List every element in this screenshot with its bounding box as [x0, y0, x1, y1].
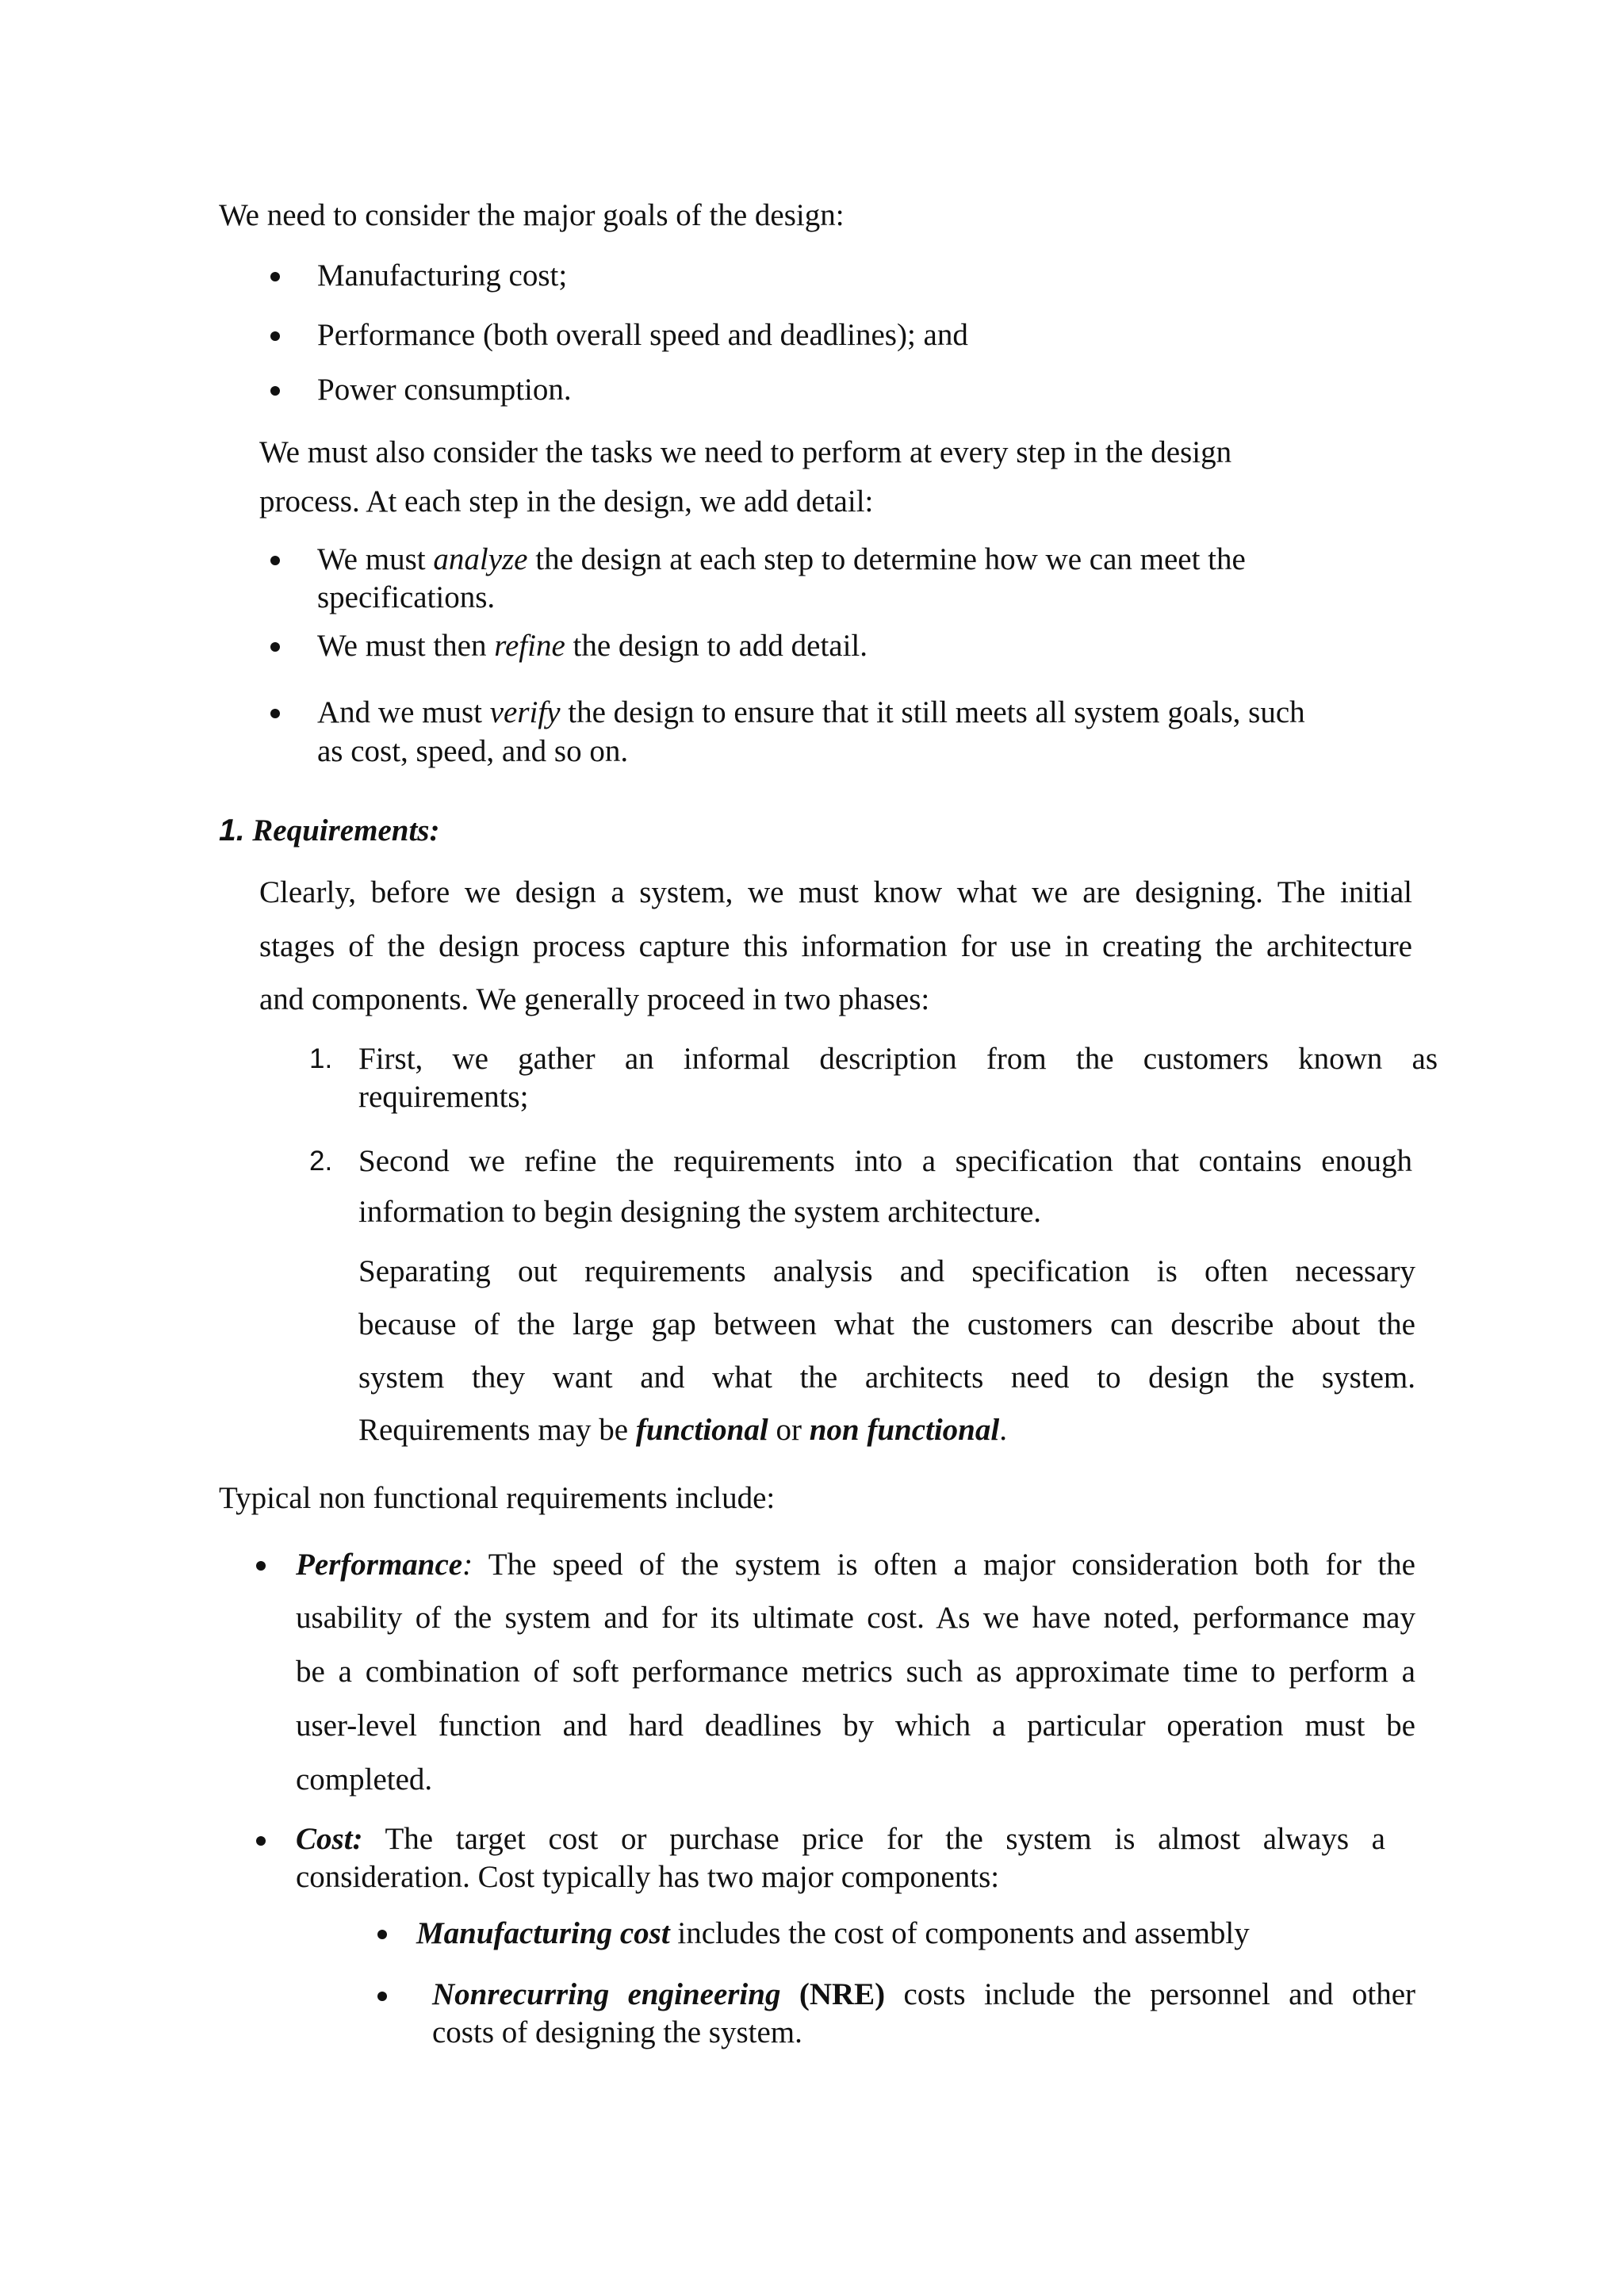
tasks-intro-line: process. At each step in the design, we add detail:: [259, 484, 874, 519]
cost-item-nre: [432, 1979, 1415, 2010]
task-text: the design to add detail.: [565, 629, 868, 663]
task-text: the design at each step to determine how we can meet the: [527, 542, 1246, 576]
bullet-icon: [270, 331, 280, 341]
bullet-icon: [270, 386, 280, 396]
manufacturing-cost-label: Manufacturing cost: [416, 1916, 670, 1950]
phase-first-line: requirements;: [358, 1080, 529, 1114]
task-emphasis: refine: [494, 629, 565, 663]
separating-text: Requirements may be: [358, 1413, 636, 1447]
bullet-icon: [270, 709, 280, 718]
task-emphasis: verify: [489, 695, 561, 729]
phase-first-line: First, we gather an informal description from the customers known as: [358, 1042, 1438, 1076]
separating-line: [358, 1414, 1007, 1445]
req-para-line: Clearly, before we design a system, we must know what we are designing. The initial: [259, 875, 1412, 909]
bullet-icon: [270, 642, 280, 652]
bullet-icon: [256, 1836, 266, 1846]
performance-colon: :: [462, 1548, 473, 1582]
bullet-icon: [256, 1561, 266, 1571]
non-functional-term: non functional: [809, 1413, 1000, 1447]
section-number: 1.: [219, 813, 245, 848]
task-analyze: [317, 544, 1246, 575]
task-verify-cont: as cost, speed, and so on.: [317, 734, 629, 768]
bullet-icon: [377, 1930, 387, 1939]
cost-label: Cost:: [296, 1822, 363, 1856]
phase-number: 2.: [309, 1146, 333, 1177]
task-emphasis: analyze: [433, 542, 528, 576]
functional-term: functional: [635, 1413, 768, 1447]
task-text: And we must: [317, 695, 490, 729]
tasks-intro-line: We must also consider the tasks we need to perform at every step in the design: [259, 435, 1232, 469]
phase-second-line: Second we refine the requirements into a specification that contains enough: [358, 1144, 1412, 1178]
performance-text: The speed of the system is often a major consideration both for the: [473, 1548, 1415, 1582]
task-text: the design to ensure that it still meets all system goals, such: [560, 695, 1305, 729]
separating-text: .: [999, 1413, 1007, 1447]
performance-line: [296, 1549, 1415, 1580]
separating-text: or: [768, 1413, 810, 1447]
separating-line: because of the large gap between what the customers can describe about the: [358, 1307, 1415, 1341]
bullet-icon: [270, 556, 280, 565]
cost-line: consideration. Cost typically has two major components:: [296, 1860, 1000, 1894]
performance-label: Performance: [296, 1548, 463, 1582]
nre-label: Nonrecurring engineering: [432, 1977, 781, 2011]
cost-item-nre-cont: costs of designing the system.: [432, 2015, 802, 2049]
typical-intro: Typical non functional requirements include:: [219, 1481, 776, 1515]
cost-item-manufacturing: [416, 1918, 1250, 1949]
task-text: We must: [317, 542, 434, 576]
cost-line: [296, 1823, 1385, 1854]
performance-line: completed.: [296, 1762, 433, 1797]
cost-text: The target cost or purchase price for the system is almost always a: [362, 1822, 1385, 1856]
performance-line: usability of the system and for its ultimate cost. As we have noted, performance may: [296, 1601, 1415, 1635]
task-verify: [317, 697, 1305, 728]
separating-line: system they want and what the architects need to design the system.: [358, 1360, 1415, 1395]
task-text: We must then: [317, 629, 495, 663]
separating-line: Separating out requirements analysis and specification is often necessary: [358, 1254, 1415, 1288]
section-heading: [219, 815, 439, 846]
task-refine: [317, 630, 868, 661]
goal-item: Manufacturing cost;: [317, 258, 568, 293]
performance-line: be a combination of soft performance metrics such as approximate time to perform a: [296, 1655, 1415, 1689]
phase-number: 1.: [309, 1043, 333, 1074]
req-para-line: stages of the design process capture this information for use in creating the architecture: [259, 929, 1412, 963]
section-title: Requirements:: [252, 813, 440, 848]
intro-text: We need to consider the major goals of the design:: [219, 198, 845, 232]
req-para-line: and components. We generally proceed in two phases:: [259, 982, 930, 1016]
nre-abbr: (NRE): [780, 1977, 886, 2011]
bullet-icon: [270, 272, 280, 281]
phase-second-line: information to begin designing the system architecture.: [358, 1195, 1042, 1229]
cost-item-text: includes the cost of components and assembly: [669, 1916, 1250, 1950]
task-analyze-cont: specifications.: [317, 580, 496, 614]
goal-item: Performance (both overall speed and deadlines); and: [317, 318, 968, 352]
goal-item: Power consumption.: [317, 373, 572, 407]
bullet-icon: [377, 1992, 387, 2001]
cost-item-text: costs include the personnel and other: [885, 1977, 1415, 2011]
performance-line: user-level function and hard deadlines by which a particular operation must be: [296, 1709, 1415, 1743]
